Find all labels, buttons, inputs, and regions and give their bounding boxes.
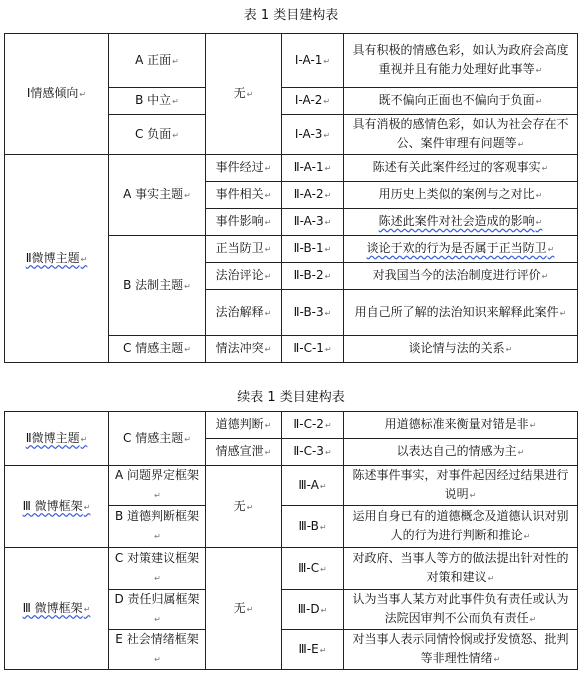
description-cell: [344, 209, 578, 236]
category-cell: [5, 412, 109, 466]
description-cell: 对当事人表示同情怜悯或抒发愤怒、批判等非理性情绪 ↵: [344, 630, 578, 670]
description-cell: 对政府、当事人等方的做法提出针对性的对策和建议 ↵: [344, 548, 578, 590]
code-cell: Ⅲ-D ↵: [282, 590, 344, 630]
code-cell: Ⅱ-C-1 ↵: [282, 336, 344, 363]
description-cell: 以表达自己的情感为主 ↵: [344, 439, 578, 466]
code-cell: Ⅰ-A-3 ↵: [282, 115, 344, 155]
table-row: [5, 412, 578, 439]
category-cell: [5, 548, 109, 670]
subcategory-cell: B 中立 ↵: [109, 88, 206, 115]
code-cell: Ⅱ-C-3 ↵: [282, 439, 344, 466]
table-2-caption: 续表 1 类目建构表: [237, 390, 345, 405]
category-table-1: [4, 33, 578, 363]
code-cell: Ⅱ-A-3 ↵: [282, 209, 344, 236]
code-cell: Ⅲ-B ↵: [282, 506, 344, 548]
category-cell: Ⅰ情感倾向 ↵: [5, 34, 109, 155]
subcategory-cell: C 负面 ↵: [109, 115, 206, 155]
description-text: 谈论于欢的行为是否属于正当防卫 ↵: [367, 241, 555, 255]
subcategory-cell: B 道德判断框架 ↵: [109, 506, 206, 548]
table-1-caption: 表 1 类目建构表: [243, 8, 339, 23]
third-level-cell: 正当防卫 ↵: [206, 236, 282, 263]
description-cell: 认为当事人某方对此事件负有责任或认为法院因审判不公而负有责任 ↵: [344, 590, 578, 630]
third-level-cell: 法治解释 ↵: [206, 290, 282, 336]
code-cell: Ⅲ-E ↵: [282, 630, 344, 670]
description-cell: 陈述事件事实，对事件起因经过结果进行说明 ↵: [344, 466, 578, 506]
description-cell: 用道德标准来衡量对错是非 ↵: [344, 412, 578, 439]
third-level-cell: 无 ↵: [206, 34, 282, 155]
description-cell: 既不偏向正面也不偏向于负面 ↵: [344, 88, 578, 115]
table-row: [5, 548, 578, 590]
third-level-cell: 事件经过 ↵: [206, 155, 282, 182]
table-row: [5, 34, 578, 88]
subcategory-cell: C 情感主题 ↵: [109, 336, 206, 363]
third-level-cell: 无 ↵: [206, 466, 282, 548]
category-label: Ⅱ微博主题 ↵: [26, 251, 88, 265]
description-cell: 谈论情与法的关系 ↵: [344, 336, 578, 363]
description-text: 陈述此案件对社会造成的影响 ↵: [379, 214, 543, 228]
description-cell: 用自己所了解的法治知识来解释此案件 ↵: [344, 290, 578, 336]
subcategory-cell: C 对策建议框架 ↵: [109, 548, 206, 590]
category-label: Ⅲ 微博框架 ↵: [23, 499, 91, 513]
subcategory-cell: A 事实主题 ↵: [109, 155, 206, 236]
subcategory-cell: D 责任归属框架 ↵: [109, 590, 206, 630]
category-table-continued: [4, 411, 578, 670]
code-cell: Ⅱ-C-2 ↵: [282, 412, 344, 439]
code-cell: Ⅱ-B-3 ↵: [282, 290, 344, 336]
description-cell: 具有消极的感情色彩，如认为社会存在不公、案件审理有问题等 ↵: [344, 115, 578, 155]
third-level-cell: 情感宣泄 ↵: [206, 439, 282, 466]
subcategory-cell: B 法制主题 ↵: [109, 236, 206, 336]
third-level-cell: 事件影响 ↵: [206, 209, 282, 236]
category-cell: [5, 155, 109, 363]
third-level-cell: 情法冲突 ↵: [206, 336, 282, 363]
table-row: [5, 466, 578, 506]
description-cell: 用历史上类似的案例与之对比 ↵: [344, 182, 578, 209]
third-level-cell: 道德判断 ↵: [206, 412, 282, 439]
third-level-cell: 法治评论 ↵: [206, 263, 282, 290]
code-cell: Ⅲ-A ↵: [282, 466, 344, 506]
code-cell: Ⅱ-B-1 ↵: [282, 236, 344, 263]
code-cell: Ⅱ-A-1 ↵: [282, 155, 344, 182]
subcategory-cell: A 正面 ↵: [109, 34, 206, 88]
subcategory-cell: E 社会情绪框架 ↵: [109, 630, 206, 670]
description-cell: 陈述有关此案件经过的客观事实 ↵: [344, 155, 578, 182]
subcategory-cell: C 情感主题 ↵: [109, 412, 206, 466]
third-level-cell: 无 ↵: [206, 548, 282, 670]
code-cell: Ⅱ-A-2 ↵: [282, 182, 344, 209]
code-cell: Ⅲ-C ↵: [282, 548, 344, 590]
description-cell: 具有积极的情感色彩，如认为政府会高度重视并且有能力处理好此事等 ↵: [344, 34, 578, 88]
description-cell: 对我国当今的法治制度进行评价 ↵: [344, 263, 578, 290]
code-cell: Ⅰ-A-1 ↵: [282, 34, 344, 88]
code-cell: Ⅰ-A-2 ↵: [282, 88, 344, 115]
table-row: [5, 155, 578, 182]
category-label: Ⅲ 微博框架 ↵: [23, 601, 91, 615]
category-cell: [5, 466, 109, 548]
description-cell: [344, 236, 578, 263]
code-cell: Ⅱ-B-2 ↵: [282, 263, 344, 290]
category-label: Ⅱ微博主题 ↵: [26, 431, 88, 445]
third-level-cell: 事件相关 ↵: [206, 182, 282, 209]
description-cell: 运用自身已有的道德概念及道德认识对别人的行为进行判断和推论 ↵: [344, 506, 578, 548]
subcategory-cell: A 问题界定框架 ↵: [109, 466, 206, 506]
